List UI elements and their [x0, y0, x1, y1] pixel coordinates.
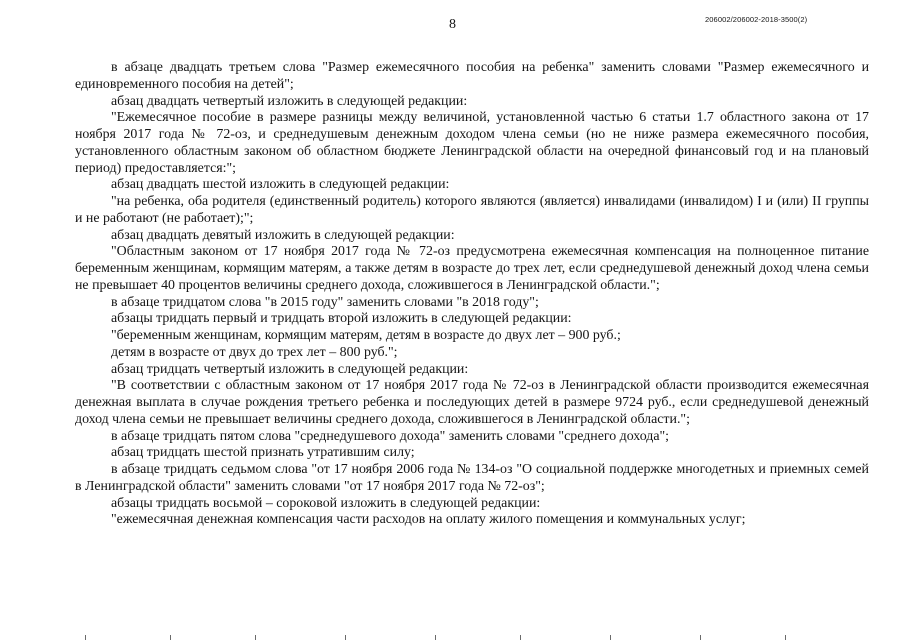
page-number: 8 — [449, 17, 456, 32]
scan-mark — [345, 635, 346, 640]
paragraph: абзацы тридцать первый и тридцать второй изложить в следующей редакции: — [111, 311, 572, 327]
paragraph: абзац двадцать девятый изложить в следующей редакции: — [111, 227, 455, 243]
paragraph: "В соответствии с областным законом от 17 ноября 2017 года № 72-оз в Ленинградской области производится ежемесячная денежная выплата в случае рождения третьего ребенка и последующих детей в размере 9724 руб., если среднедушевой денежный доход члена семьи не превышает величины среднего дохода, сложившегося в Ленинградской области."; — [75, 378, 869, 427]
paragraph: "ежемесячная денежная компенсация части расходов на оплату жилого помещения и коммунальных услуг; — [111, 512, 746, 528]
document-code: 206002/206002-2018-3500(2) — [705, 15, 808, 24]
paragraph: в абзаце двадцать третьем слова "Размер ежемесячного пособия на ребенка" заменить словами "Размер ежемесячного и единовременного пособия на детей"; — [75, 60, 869, 92]
paragraph: "Областным законом от 17 ноября 2017 года № 72-оз предусмотрена ежемесячная компенсация на полноценное питание беременным женщинам, кормящим матерям, а также детям в возрасте до трех лет, если среднедушевой денежный доход члена семьи не превышает 40 процентов величины среднего дохода, сложившегося в Ленинградской области."; — [75, 244, 869, 293]
scan-edge-marks — [0, 634, 905, 640]
scan-mark — [610, 635, 611, 640]
scan-mark — [170, 635, 171, 640]
scan-mark — [255, 635, 256, 640]
paragraph: абзац тридцать четвертый изложить в следующей редакции: — [111, 361, 469, 377]
paragraph: в абзаце тридцатом слова "в 2015 году" заменить словами "в 2018 году"; — [111, 294, 539, 310]
paragraph: абзац двадцать четвертый изложить в следующей редакции: — [111, 93, 468, 109]
paragraph: "на ребенка, оба родителя (единственный родитель) которого являются (является) инвалидами (инвалидом) I и (или) II группы и не работают (не работает);"; — [75, 194, 869, 226]
paragraph: "беременным женщинам, кормящим матерям, детям в возрасте до двух лет – 900 руб.; — [111, 328, 621, 343]
paragraph: абзац двадцать шестой изложить в следующей редакции: — [111, 177, 450, 193]
paragraph: абзацы тридцать восьмой – сороковой изложить в следующей редакции: — [111, 495, 541, 511]
paragraph: абзац тридцать шестой признать утратившим силу; — [111, 445, 415, 461]
scan-mark — [785, 635, 786, 640]
paragraph: детям в возрасте от двух до трех лет – 800 руб."; — [111, 344, 398, 360]
document-body — [75, 60, 869, 529]
scan-mark — [700, 635, 701, 640]
scan-mark — [520, 635, 521, 640]
paragraph: в абзаце тридцать седьмом слова "от 17 ноября 2006 года № 134-оз "О социальной поддержке многодетных и приемных семей в Ленинградской области" заменить словами "от 17 ноября 2017 года № 72-оз"; — [75, 462, 869, 494]
paragraph: "Ежемесячное пособие в размере разницы между величиной, установленной частью 6 статьи 1.7 областного закона от 17 ноября 2017 года № 72-оз, и среднедушевым денежным доходом члена семьи (но не ниже размера ежемесячного пособия, установленного областным законом об областном бюджете Ленинградской области на очередной финансовый год и на плановый период) предоставляется:"; — [75, 110, 869, 176]
scan-mark — [85, 635, 86, 640]
scan-mark — [435, 635, 436, 640]
paragraph: в абзаце тридцать пятом слова "среднедушевого дохода" заменить словами "среднего дохода"; — [111, 428, 670, 444]
